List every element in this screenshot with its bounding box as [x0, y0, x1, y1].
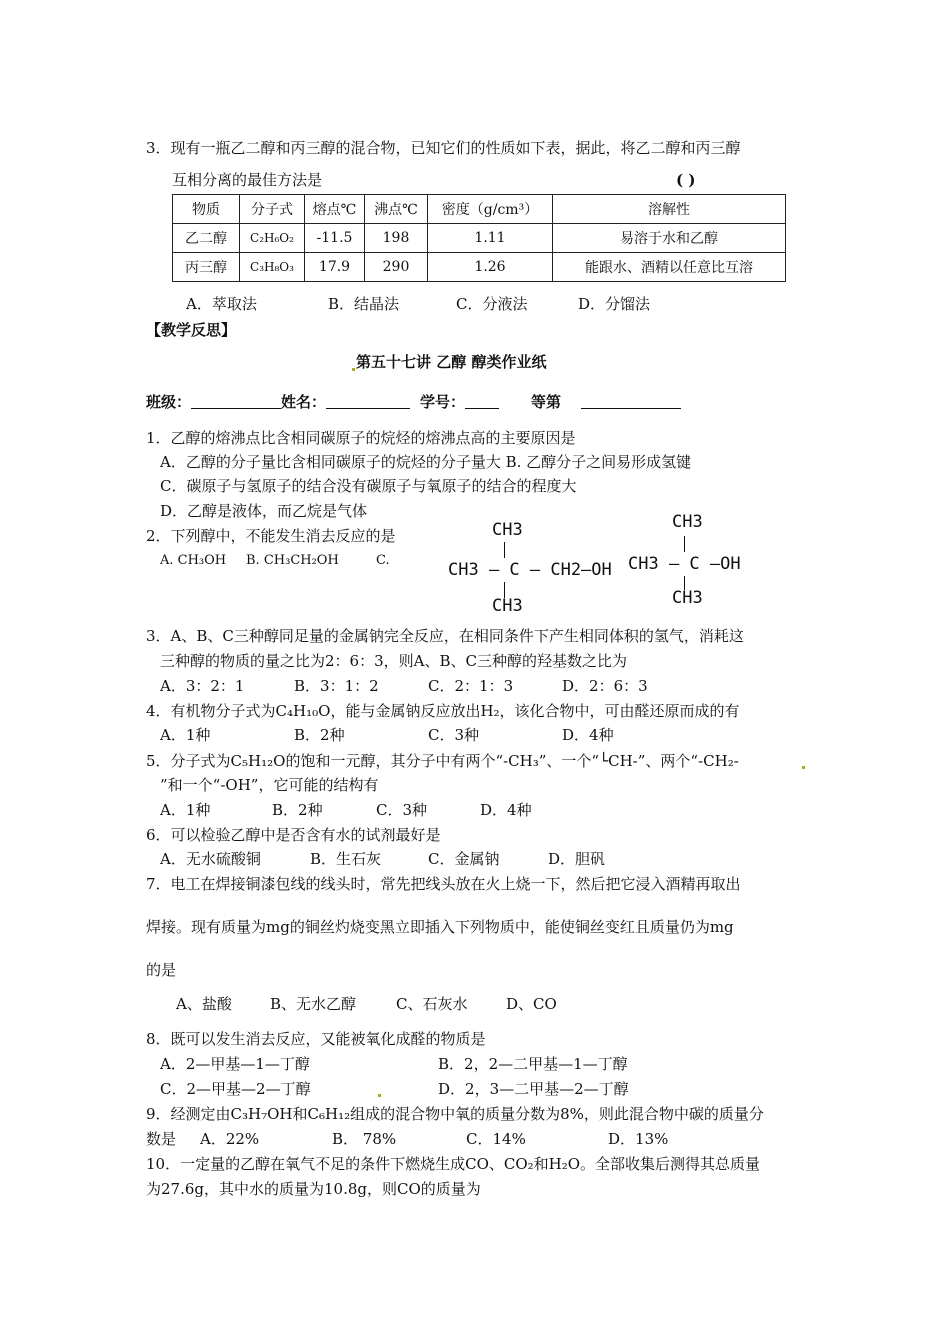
table-cell: 17.9 — [305, 253, 365, 282]
option: A. CH₃OH — [160, 553, 227, 568]
stray-mark — [378, 1094, 381, 1097]
q7-line1: 7．电工在焊接铜漆包线的线头时，常先把线头放在火上烧一下，然后把它浸入酒精再取出 — [146, 875, 741, 893]
stray-mark — [802, 766, 805, 769]
option: D．胆矾 — [548, 850, 606, 868]
stray-mark — [352, 368, 355, 371]
table-cell: 易溶于水和乙醇 — [553, 224, 786, 253]
name-label: 姓名： — [281, 393, 327, 411]
structure-d-tert-butanol — [626, 512, 746, 612]
option: C．14% — [466, 1130, 526, 1148]
option: C．2：1：3 — [428, 677, 514, 695]
table-cell: 乙二醇 — [173, 224, 240, 253]
q8-option-b: B．2，2—二甲基—1—丁醇 — [438, 1055, 628, 1073]
grade-label: 等第 — [531, 393, 562, 411]
q3-options — [160, 676, 648, 696]
q10-line2: 为27.6g，其中水的质量为10.8g，则CO的质量为 — [146, 1180, 481, 1198]
structure-bottom-group: CH3 — [672, 588, 703, 608]
q3-top-options — [186, 294, 650, 314]
q9-line1: 9．经测定由C₃H₇OH和C₆H₁₂组成的混合物中氧的质量分数为8%，则此混合物中碳的质量分 — [146, 1105, 764, 1123]
table-cell: 198 — [365, 224, 428, 253]
table-header-cell: 密度（g/cm³） — [428, 195, 553, 224]
structure-top-group: CH3 — [672, 512, 703, 532]
table-cell: -11.5 — [305, 224, 365, 253]
q6-options — [160, 849, 605, 869]
option: D．13% — [608, 1130, 669, 1148]
q1-option-c: C．碳原子与氢原子的结合没有碳原子与氧原子的结合的程度大 — [160, 477, 577, 495]
table-cell: C₃H₈O₃ — [240, 253, 305, 282]
option: B．结晶法 — [328, 295, 400, 313]
q2-options — [160, 551, 390, 571]
q10-line1: 10．一定量的乙醇在氧气不足的条件下燃烧生成CO、CO₂和H₂O。全部收集后测得其总质量 — [146, 1155, 761, 1173]
page-title: 第五十七讲 乙醇 醇类作业纸 — [356, 353, 547, 371]
q5-line2: ”和一个“-OH”，它可能的结构有 — [160, 776, 379, 794]
q8-option-c: C．2—甲基—2—丁醇 — [160, 1080, 311, 1098]
q1-stem: 1．乙醇的熔沸点比含相同碳原子的烷烃的熔沸点高的主要原因是 — [146, 429, 576, 447]
q4-stem: 4．有机物分子式为C₄H₁₀O，能与金属钠反应放出H₂，该化合物中，可由醛还原而成的有 — [146, 702, 740, 720]
option: B．3：1：2 — [294, 677, 379, 695]
q3-top-line2: 互相分离的最佳方法是 — [172, 171, 323, 189]
name-blank — [326, 394, 410, 409]
class-blank — [191, 394, 281, 409]
q7-line3: 的是 — [146, 961, 177, 979]
table-header-cell: 溶解性 — [553, 195, 786, 224]
q7-options — [176, 994, 557, 1014]
option: B、无水乙醇 — [270, 995, 357, 1013]
option: A、盐酸 — [176, 995, 232, 1013]
option: B． 78% — [332, 1130, 397, 1148]
q8-option-a: A．2—甲基—1—丁醇 — [160, 1055, 310, 1073]
q2-stem: 2．下列醇中，不能发生消去反应的是 — [146, 527, 396, 545]
option: D．分馏法 — [578, 295, 651, 313]
table-header-cell: 熔点℃ — [305, 195, 365, 224]
option: C、石灰水 — [396, 995, 468, 1013]
class-label: 班级： — [146, 393, 192, 411]
option: B．生石灰 — [310, 850, 382, 868]
table-row — [173, 224, 786, 253]
q4-options — [160, 725, 614, 745]
table-header-row — [173, 195, 786, 224]
structure-bottom-group: CH3 — [492, 596, 523, 616]
option: B. CH₃CH₂OH — [246, 553, 339, 568]
table-cell: 1.26 — [428, 253, 553, 282]
q3-top-line1: 3．现有一瓶乙二醇和丙三醇的混合物，已知它们的性质如下表，据此，将乙二醇和丙三醇 — [146, 139, 741, 157]
option: C．3种 — [428, 726, 480, 744]
table-header-cell: 沸点℃ — [365, 195, 428, 224]
grade-blank — [581, 394, 681, 409]
option: C．分液法 — [456, 295, 528, 313]
bond-line — [504, 542, 505, 558]
option: D、CO — [506, 995, 557, 1013]
q8-stem: 8．既可以发生消去反应，又能被氧化成醛的物质是 — [146, 1030, 486, 1048]
option: A．萃取法 — [186, 295, 257, 313]
option: A．1种 — [160, 801, 211, 819]
q7-line2: 焊接。现有质量为mg的铜丝灼烧变黑立即插入下列物质中，能使铜丝变红且质量仍为mg — [146, 918, 734, 936]
table-row — [173, 253, 786, 282]
option: A．无水硫酸铜 — [160, 850, 261, 868]
option: D．4种 — [480, 801, 532, 819]
structure-top-group: CH3 — [492, 520, 523, 540]
option: C．金属钠 — [428, 850, 500, 868]
q5-options — [160, 800, 532, 820]
option: D．2：6：3 — [562, 677, 648, 695]
q6-stem: 6．可以检验乙醇中是否含有水的试剂最好是 — [146, 826, 441, 844]
option: A．1种 — [160, 726, 211, 744]
q1-option-d: D．乙醇是液体，而乙烷是气体 — [160, 502, 368, 520]
option: B．2种 — [294, 726, 345, 744]
q3-line1: 3．A、B、C三种醇同足量的金属钠完全反应，在相同条件下产生相同体积的氢气，消耗这 — [146, 627, 744, 645]
option: B．2种 — [272, 801, 323, 819]
structure-c-neopentyl-alcohol — [446, 520, 612, 620]
table-cell: 290 — [365, 253, 428, 282]
q9-line2 — [146, 1129, 668, 1149]
structure-main-chain: CH3 — C —OH — [628, 554, 741, 574]
q5-line1: 5．分子式为C₅H₁₂O的饱和一元醇，其分子中有两个“-CH₃”、一个“└CH-”、两个“-CH₂- — [146, 752, 739, 770]
number-blank — [465, 394, 499, 409]
option: C. — [376, 553, 390, 568]
teaching-reflection-heading: 【教学反思】 — [146, 321, 237, 339]
q3-line2: 三种醇的物质的量之比为2：6：3，则A、B、C三种醇的羟基数之比为 — [160, 652, 627, 670]
table-cell: 1.11 — [428, 224, 553, 253]
table-cell: C₂H₆O₂ — [240, 224, 305, 253]
table-header-cell: 物质 — [173, 195, 240, 224]
student-info-line — [146, 392, 681, 412]
answer-paren: ( ) — [676, 171, 696, 189]
option: A．22% — [200, 1130, 260, 1148]
structure-main-chain: CH3 — C — CH2—OH — [448, 560, 612, 580]
option: D．4种 — [562, 726, 614, 744]
properties-table — [172, 194, 786, 282]
table-cell: 能跟水、酒精以任意比互溶 — [553, 253, 786, 282]
option: C．3种 — [376, 801, 428, 819]
number-label: 学号： — [420, 393, 466, 411]
q1-options-ab: A．乙醇的分子量比含相同碳原子的烷烃的分子量大 B. 乙醇分子之间易形成氢键 — [160, 453, 692, 471]
option: A．3：2：1 — [160, 677, 245, 695]
table-cell: 丙三醇 — [173, 253, 240, 282]
q9-line2-text: 数是 — [146, 1130, 177, 1148]
q8-option-d: D．2，3—二甲基—2—丁醇 — [438, 1080, 629, 1098]
table-header-cell: 分子式 — [240, 195, 305, 224]
bond-line — [684, 536, 685, 552]
